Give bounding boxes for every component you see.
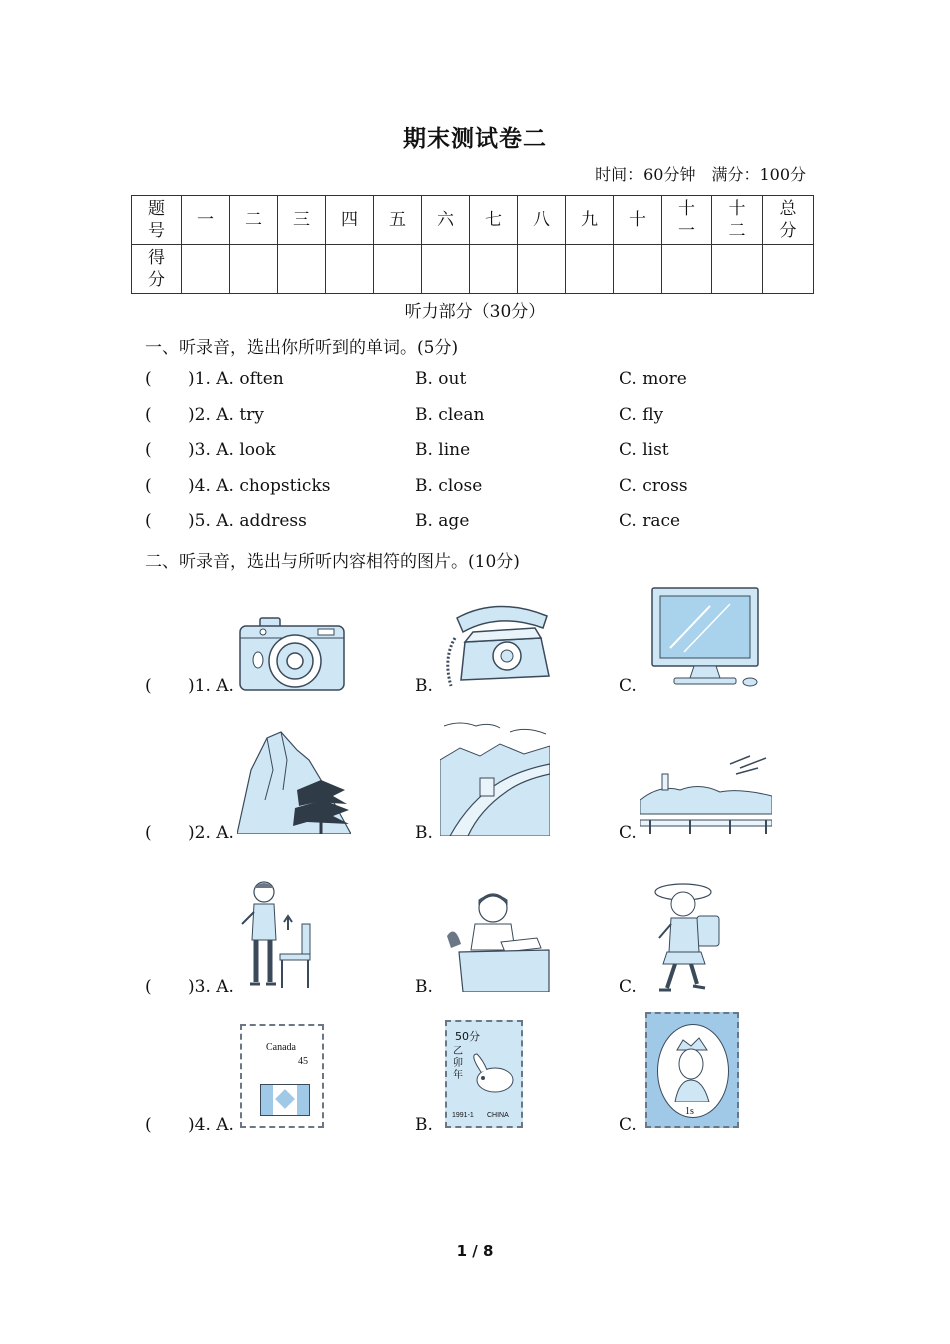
header-cell: 一 <box>182 196 230 245</box>
question-row <box>145 405 845 429</box>
canada-stamp-value: 45 <box>298 1056 308 1067</box>
answer-paren[interactable]: ( <box>145 823 152 843</box>
page-number: 1 / 8 <box>456 1242 494 1260</box>
answer-paren[interactable]: ( <box>145 405 152 425</box>
section1-heading: 一、听录音，选出你所听到的单词。(5分) <box>145 338 459 358</box>
header-cell: 七 <box>470 196 518 245</box>
option-a: )4. A. chopsticks <box>188 476 331 496</box>
header-cell: 六 <box>422 196 470 245</box>
section2-heading: 二、听录音，选出与所听内容相符的图片。(10分) <box>145 552 520 572</box>
question-row <box>145 440 845 464</box>
picture-question-row <box>145 1010 845 1140</box>
header-cell: 题 号 <box>132 196 182 245</box>
great-wall-icon[interactable] <box>440 720 550 836</box>
answer-paren[interactable]: ( <box>145 1115 152 1135</box>
header-cell: 五 <box>374 196 422 245</box>
canada-flag <box>260 1084 310 1116</box>
score-cell[interactable] <box>230 245 278 294</box>
boy-reading-desk-icon[interactable] <box>445 888 553 992</box>
camera-icon[interactable] <box>238 616 346 692</box>
answer-paren[interactable]: ( <box>145 476 152 496</box>
question-row <box>145 476 845 500</box>
computer-monitor-icon[interactable] <box>650 586 774 690</box>
queen-portrait-icon <box>669 1036 715 1102</box>
option-a: )3. A. look <box>188 440 276 460</box>
option-c: C. more <box>619 369 687 389</box>
picture-question-row <box>145 870 845 1000</box>
header-cell: 总 分 <box>763 196 814 245</box>
option-c: C. <box>619 977 637 997</box>
option-b: B. <box>415 676 433 696</box>
option-b: B. clean <box>415 405 485 425</box>
header-cell: 四 <box>326 196 374 245</box>
option-b: B. line <box>415 440 471 460</box>
china-stamp-chars: 乙 卯 年 <box>453 1046 463 1081</box>
china-stamp-year: 1991-1 <box>452 1112 474 1119</box>
mountain-pine-icon[interactable] <box>237 730 351 834</box>
option-a: )2. A. try <box>188 405 264 425</box>
china-stamp-name: CHINA <box>487 1112 509 1119</box>
page-title: 期末测试卷二 <box>403 126 547 152</box>
listening-part-heading: 听力部分（30分） <box>404 302 546 322</box>
option-a: )1. A. often <box>188 369 284 389</box>
time-info: 时间：60分钟 满分：100分 <box>595 165 806 184</box>
score-cell[interactable] <box>326 245 374 294</box>
score-cell[interactable] <box>422 245 470 294</box>
score-cell[interactable] <box>374 245 422 294</box>
header-cell: 九 <box>566 196 614 245</box>
score-table-header-row <box>132 196 814 245</box>
header-cell: 八 <box>518 196 566 245</box>
option-a: )5. A. address <box>188 511 307 531</box>
option-c: C. <box>619 823 637 843</box>
score-cell[interactable] <box>662 245 712 294</box>
option-b: B. close <box>415 476 483 496</box>
header-cell: 十 <box>614 196 662 245</box>
option-b: B. <box>415 1115 433 1135</box>
answer-paren[interactable]: ( <box>145 440 152 460</box>
picture-question-row <box>145 716 845 846</box>
question-row <box>145 511 845 535</box>
telephone-icon[interactable] <box>437 598 555 690</box>
answer-paren[interactable]: ( <box>145 977 152 997</box>
score-cell[interactable] <box>763 245 814 294</box>
picture-question-row <box>145 580 845 700</box>
option-a: )2. A. <box>188 823 234 843</box>
header-cell: 十 一 <box>662 196 712 245</box>
score-cell[interactable] <box>278 245 326 294</box>
header-cell: 十 二 <box>712 196 763 245</box>
score-table-score-row <box>132 245 814 294</box>
option-a: )3. A. <box>188 977 234 997</box>
option-b: B. age <box>415 511 470 531</box>
header-cell: 二 <box>230 196 278 245</box>
option-c: C. <box>619 1115 637 1135</box>
boy-standing-chair-icon[interactable] <box>240 878 320 990</box>
option-c: C. fly <box>619 405 664 425</box>
option-c: C. race <box>619 511 681 531</box>
score-label-cell: 得 分 <box>132 245 182 294</box>
header-cell: 三 <box>278 196 326 245</box>
option-c: C. <box>619 676 637 696</box>
canada-stamp-text: Canada <box>266 1042 296 1053</box>
score-table <box>131 195 814 294</box>
answer-paren[interactable]: ( <box>145 511 152 531</box>
option-c: C. list <box>619 440 669 460</box>
option-a: )1. A. <box>188 676 234 696</box>
answer-paren[interactable]: ( <box>145 369 152 389</box>
west-lake-icon[interactable] <box>640 754 772 838</box>
rabbit-icon <box>467 1052 517 1096</box>
canada-stamp-icon[interactable] <box>240 1024 324 1128</box>
queen-stamp-value: 1s <box>685 1106 694 1117</box>
score-cell[interactable] <box>182 245 230 294</box>
option-b: B. out <box>415 369 467 389</box>
queen-stamp-icon[interactable] <box>645 1012 739 1128</box>
china-rabbit-stamp-icon[interactable] <box>445 1020 523 1128</box>
score-cell[interactable] <box>470 245 518 294</box>
question-row <box>145 369 845 393</box>
girl-walking-school-icon[interactable] <box>653 880 729 994</box>
option-b: B. <box>415 823 433 843</box>
score-cell[interactable] <box>614 245 662 294</box>
score-cell[interactable] <box>566 245 614 294</box>
china-stamp-value: 50分 <box>455 1030 480 1043</box>
answer-paren[interactable]: ( <box>145 676 152 696</box>
option-a: )4. A. <box>188 1115 234 1135</box>
option-c: C. cross <box>619 476 688 496</box>
option-b: B. <box>415 977 433 997</box>
score-cell[interactable] <box>712 245 763 294</box>
score-cell[interactable] <box>518 245 566 294</box>
